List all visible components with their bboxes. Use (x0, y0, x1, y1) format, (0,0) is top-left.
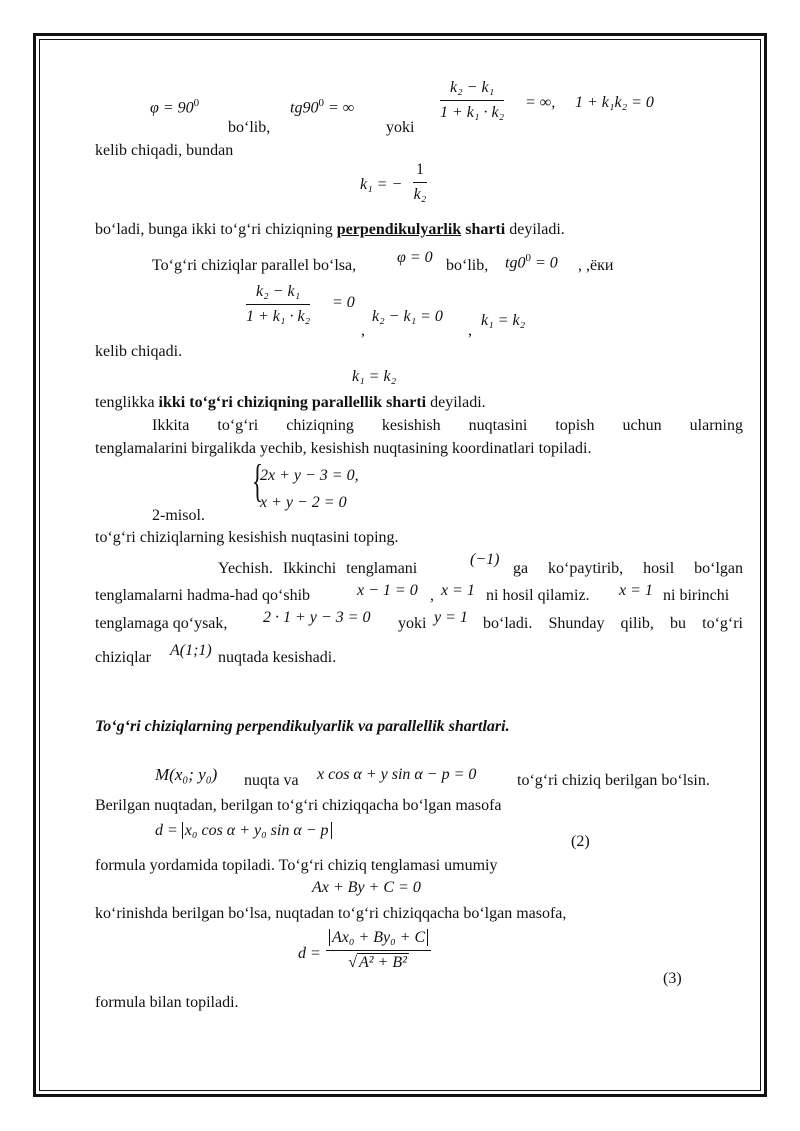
slope-fraction: $\frac{\text{k₂ − k₁}}{\text{1 + k₁ · k₂}}$ (440, 79, 505, 121)
phi-90: $\varphi = 90^0$ (150, 97, 200, 117)
k1-equals-k2: k₁ = k₂ (481, 312, 526, 329)
solution-l4-a: chiziqlar (95, 649, 151, 666)
system-eq1: 2x + y − 3 = 0, (260, 467, 359, 484)
perpendicularity-sentence: bo‘ladi, bunga ikki to‘g‘ri chiziqning perpendikulyarlik sharti deyiladi. (95, 221, 565, 238)
parallel-fraction-equals: = 0 (332, 294, 355, 311)
para3-line2: ko‘rinishda berilgan bo‘lsa, nuqtadan to‘g‘ri chiziqqacha bo‘lgan masofa, (95, 905, 567, 922)
solution-l2-b: ni hosil qilamiz. (486, 587, 590, 604)
comma-2: , (468, 322, 472, 339)
eq-k1-k2: k₁ = k₂ (352, 368, 397, 385)
comma-1: , (361, 322, 365, 339)
formula2: d = x₀ cos α + y₀ sin α − p (155, 822, 332, 840)
solution-l2-comma: , (430, 587, 434, 604)
solution-l4-b: nuqtada kesishadi. (218, 649, 337, 666)
solution-l2-d: ni birinchi (663, 587, 730, 604)
k2-minus-k1-zero: k₂ − k₁ = 0 (372, 308, 443, 325)
fraction-equals-infinity: = ∞, (525, 94, 556, 111)
last-line: formula bilan topiladi. (95, 994, 239, 1011)
x-minus-1: x − 1 = 0 (357, 582, 418, 599)
point-M: M(x₀; y₀) (155, 765, 218, 784)
para1-line2: tenglamalarini birgalikda yechib, kesishish nuqtasining koordinatlari topiladi. (95, 440, 592, 457)
text-yoki-cyrillic: , ,ёки (578, 257, 614, 274)
formula2-number: (2) (571, 833, 590, 850)
text-kelib-chiqadi-bundan: kelib chiqadi, bundan (95, 142, 234, 159)
tg-90: $tg90^0$ = ∞ (290, 97, 355, 117)
para3-line1: formula yordamida topiladi. To‘g‘ri chiziq tenglamasi umumiy (95, 857, 498, 874)
parallelism-sentence: tenglikka ikki to‘g‘ri chiziqning parallellik sharti deyiladi. (95, 394, 486, 411)
para2-line2: Berilgan nuqtadan, berilgan to‘g‘ri chiziqqacha bo‘lgan masofa (95, 797, 502, 814)
solution-l2-a: tenglamalarni hadma-had qo‘shib (95, 587, 311, 604)
general-line-eq: Ax + By + C = 0 (312, 879, 421, 896)
formula3-lhs: d = (298, 945, 321, 962)
tg-zero: $tg0^0 = 0$ (505, 252, 558, 272)
example-label: 2-misol. (152, 507, 205, 524)
k1-lhs: k₁ = − (360, 176, 403, 193)
k1-fraction: $\frac{1}{\text{k₂}}$ (413, 161, 427, 203)
formula3-fraction: $\frac{\text{Ax₀ + By₀ + C}}{\text{√ A² + B²}}$ (326, 928, 431, 973)
solution-l3-c: bo‘ladi. Shunday qilib, bu to‘g‘ri (483, 615, 743, 632)
system-brace: { (252, 455, 264, 506)
formula3-number: (3) (663, 970, 682, 987)
text-yoki: yoki (386, 119, 415, 136)
normal-line-eq: x cos α + y sin α − p = 0 (317, 766, 477, 783)
perpendicular-condition: 1 + k₁k₂ = 0 (575, 94, 654, 111)
parallel-intro: To‘g‘ri chiziqlar parallel bo‘lsa, (152, 257, 357, 274)
system-eq2: x + y − 2 = 0 (260, 494, 347, 511)
solution-l1-a: Yechish. Ikkinchi tenglamani (218, 560, 418, 577)
solution-l1-b: ga ko‘paytirib, hosil bo‘lgan (513, 560, 743, 577)
para2-t2: to‘g‘ri chiziq berilgan bo‘lsin. (517, 772, 710, 789)
solution-l3-yoki: yoki (398, 615, 427, 632)
minus-one: (−1) (470, 551, 500, 568)
y-equals-1: y = 1 (434, 609, 468, 626)
parallel-fraction: $\frac{\text{k₂ − k₁}}{\text{1 + k₁ · k₂}}$ (246, 283, 311, 325)
x-equals-1: x = 1 (441, 582, 475, 599)
point-A: A(1;1) (170, 642, 212, 659)
solution-l3-a: tenglamaga qo‘ysak, (95, 615, 228, 632)
section-heading: To‘g‘ri chiziqlarning perpendikulyarlik va parallellik shartlari. (95, 718, 510, 735)
para1-line1: Ikkita to‘g‘ri chiziqning kesishish nuqtasini topish uchun ularning (152, 417, 743, 434)
text-kelib-chiqadi: kelib chiqadi. (95, 343, 183, 360)
phi-zero: φ = 0 (397, 249, 433, 266)
text-bolib: bo‘lib, (228, 119, 271, 136)
x-equals-1-b: x = 1 (619, 582, 653, 599)
para2-t1: nuqta va (244, 772, 299, 789)
substitution-eq: 2 · 1 + y − 3 = 0 (263, 609, 371, 626)
example-task: to‘g‘ri chiziqlarning kesishish nuqtasini toping. (95, 529, 399, 546)
text-bolib-2: bo‘lib, (446, 257, 489, 274)
